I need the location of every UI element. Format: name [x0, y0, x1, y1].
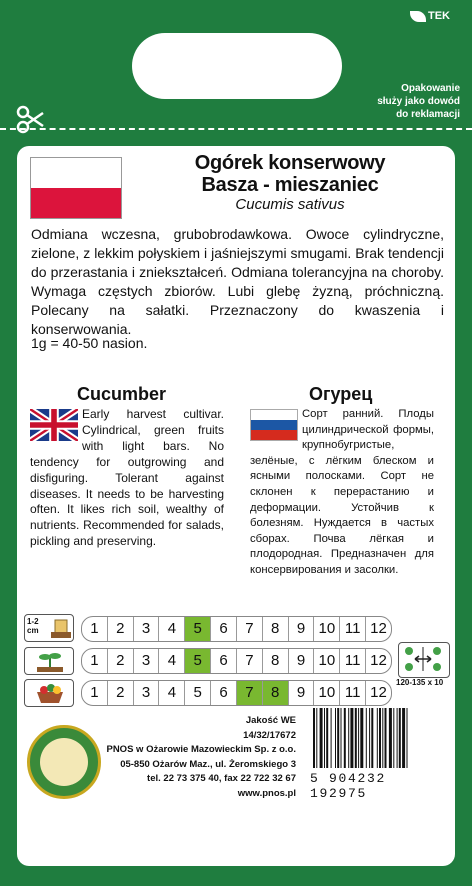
month-cell: 10 — [314, 649, 340, 673]
plant-spacing: 120-135 x 10 — [396, 678, 444, 687]
planting-icon — [24, 647, 74, 675]
hanger-tab — [132, 33, 342, 99]
cut-line — [0, 128, 472, 130]
month-cell: 11 — [340, 617, 366, 641]
russian-heading: Огурец — [309, 384, 373, 404]
latin-name: Cucumis sativus — [235, 196, 345, 213]
month-cell: 8 — [263, 649, 289, 673]
month-cell: 5 — [185, 617, 211, 641]
polish-description: Odmiana wczesna, grubobrodawkowa. Owoce cylindryczne, zielone, z lekkim połyskiem i jaśniejszymi smugami. Brak tendencji do przerastania i zniekształceń. Odmiana tolerancyjna na choroby. Wymaga częstych zbiorów. Lubi glebę żyzną, próchniczną. Polecany na sałatki. Przeznaczony do kwaszenia i konserwowania. — [31, 226, 444, 337]
brand-mark — [410, 10, 450, 22]
barcode-digits: 5 904232 192975 — [310, 771, 387, 801]
month-cell: 4 — [159, 649, 185, 673]
cut-note-line: Opakowanie — [401, 83, 460, 94]
russian-description: Сорт ранний. Плоды цилиндрической формы, крупнобугристые, зелёные, с лёгким блеском и ясными полосками. Сорт не склонен к перерастанию и деформации. Устойчив к болезням. Нуждается в частых сборах. Почва лёгкая и плодородная. Предназначен для консервирования и засолки. — [250, 408, 434, 576]
month-cell: 11 — [340, 649, 366, 673]
company-address: 05-850 Ożarów Maz., ul. Żeromskiego 3 — [120, 758, 296, 770]
basket-icon — [35, 682, 65, 704]
month-cell: 9 — [289, 681, 315, 705]
month-cell: 5 — [185, 649, 211, 673]
pnos-logo — [27, 725, 101, 799]
month-cell: 7 — [237, 617, 263, 641]
month-cell: 6 — [211, 649, 237, 673]
spacing-arrows-icon — [399, 643, 447, 675]
month-cell: 6 — [211, 617, 237, 641]
sowing-calendar — [81, 616, 392, 642]
month-cell: 12 — [370, 684, 387, 701]
uk-flag — [30, 409, 78, 441]
month-cell: 2 — [108, 617, 134, 641]
month-cell: 8 — [263, 681, 289, 705]
month-cell: 6 — [211, 681, 237, 705]
company-info — [96, 714, 296, 802]
month-cell: 3 — [134, 681, 160, 705]
company-website: www.pnos.pl — [237, 787, 296, 799]
harvest-calendar — [81, 680, 392, 706]
month-cell: 5 — [185, 681, 211, 705]
brand-text: TEK — [428, 10, 450, 22]
harvest-icon — [24, 679, 74, 707]
english-heading: Cucumber — [77, 384, 167, 404]
month-cell: 3 — [134, 649, 160, 673]
month-cell: 10 — [314, 681, 340, 705]
product-name-line2: Basza - mieszaniec — [201, 174, 379, 196]
company-name: PNOS w Ożarowie Mazowieckim Sp. z o.o. — [106, 744, 296, 756]
month-cell: 3 — [134, 617, 160, 641]
poland-flag — [30, 157, 122, 219]
month-cell: 1 — [82, 649, 108, 673]
month-cell: 11 — [340, 681, 366, 705]
cut-note-line: do reklamacji — [396, 109, 460, 120]
month-cell: 10 — [314, 617, 340, 641]
english-description: Early harvest cultivar. Cylindrical, green fruits with light bars. No tendency for outgrowing and disfiguring. Tolerant against diseases. It needs to be harvesting often. It likes rich soil, wealthy of nutrients. Recommended for salads, pickling and preserving. — [30, 407, 224, 549]
quality-mark: Jakość WE — [245, 715, 296, 726]
seed-packet-icon — [51, 618, 71, 638]
month-cell: 8 — [263, 617, 289, 641]
month-cell: 4 — [159, 617, 185, 641]
product-name-line1: Ogórek konserwowy — [194, 152, 386, 174]
plant-spacing-icon — [398, 642, 450, 678]
month-cell: 7 — [237, 681, 263, 705]
leaf-icon — [410, 11, 426, 22]
cut-note-line: służy jako dowód — [377, 96, 460, 107]
seedling-icon — [37, 650, 63, 672]
company-phone: tel. 22 73 375 40, fax 22 722 32 67 — [147, 773, 296, 785]
month-cell: 7 — [237, 649, 263, 673]
russia-flag — [250, 409, 298, 441]
month-cell: 9 — [289, 649, 315, 673]
month-cell: 12 — [370, 652, 387, 669]
month-cell: 1 — [82, 681, 108, 705]
product-title — [140, 152, 440, 214]
seed-weight: 1g = 40-50 nasion. — [31, 335, 148, 351]
month-cell: 2 — [108, 681, 134, 705]
barcode — [311, 708, 449, 768]
depth-label: 1-2 cm — [27, 617, 39, 635]
registry-code: 14/32/17672 — [243, 729, 296, 741]
month-cell: 9 — [289, 617, 315, 641]
month-cell: 12 — [370, 620, 387, 637]
planting-calendar — [81, 648, 392, 674]
sowing-depth-icon — [24, 614, 74, 642]
month-cell: 2 — [108, 649, 134, 673]
month-cell: 1 — [82, 617, 108, 641]
cut-note — [360, 82, 460, 121]
month-cell: 4 — [159, 681, 185, 705]
